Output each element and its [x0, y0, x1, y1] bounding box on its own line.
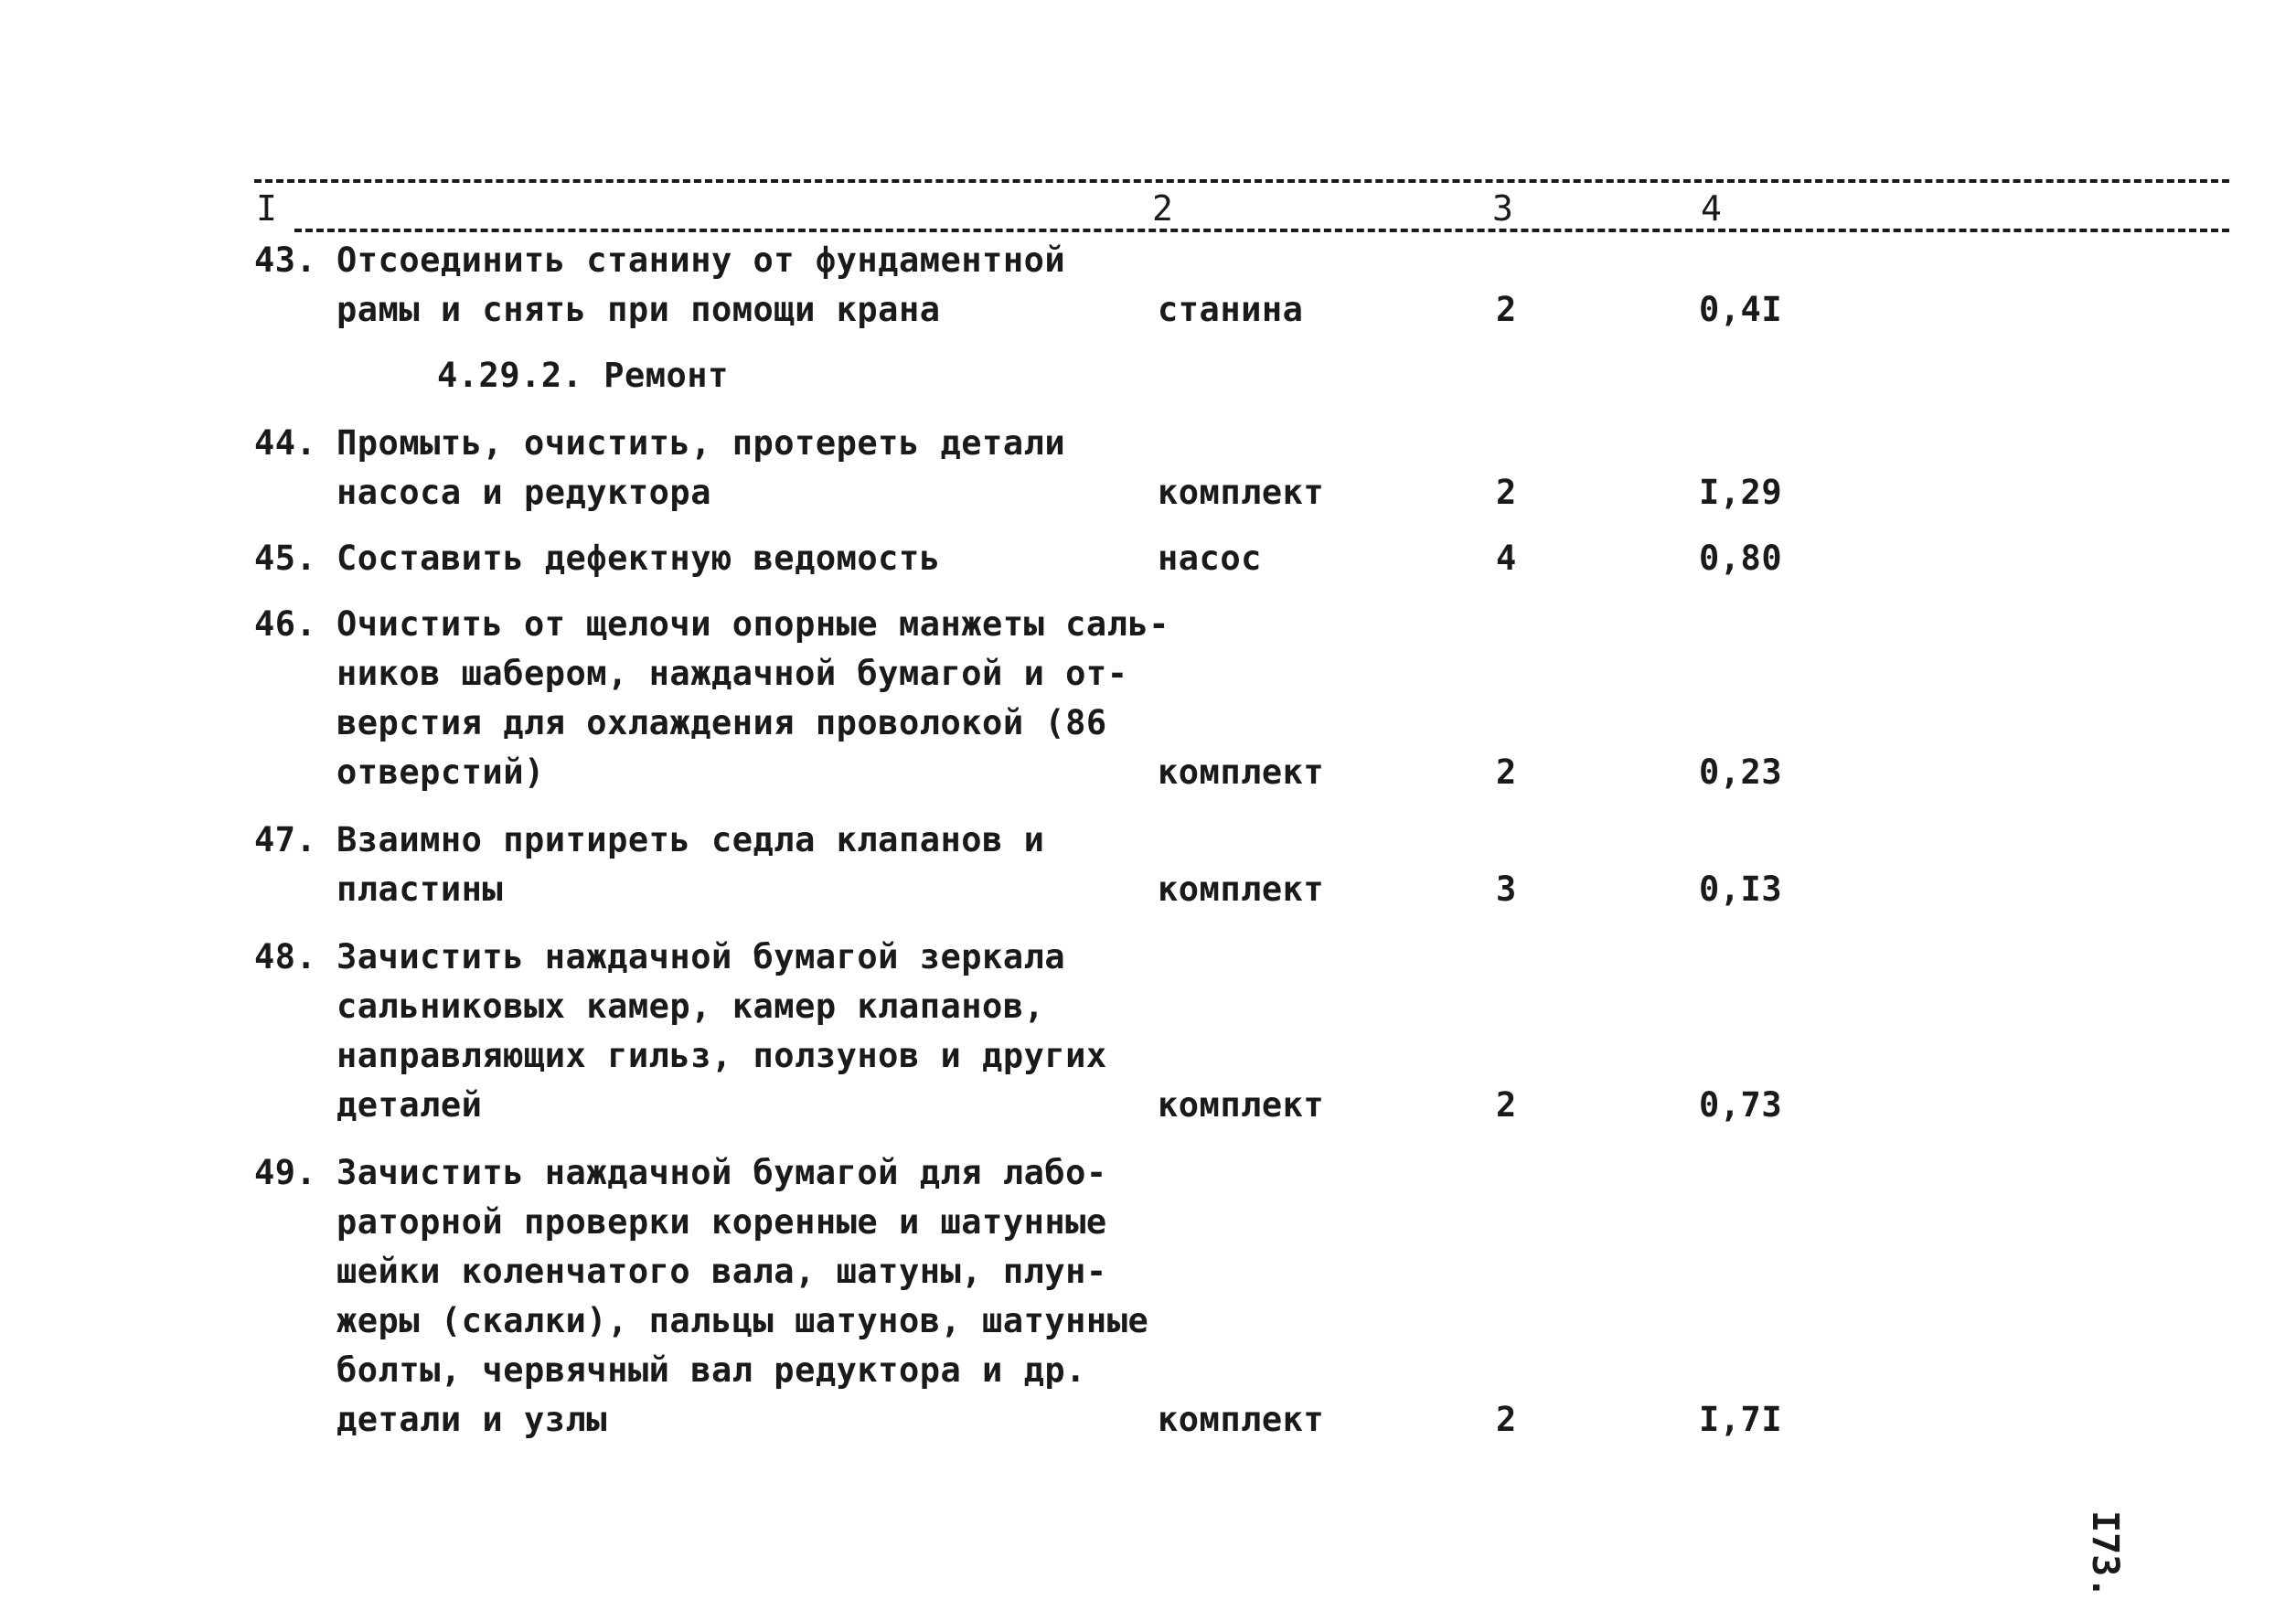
item-text-line: жеры (скалки), пальцы шатунов, шатунные	[336, 1301, 1149, 1340]
item-unit: комплект	[1158, 870, 1325, 909]
item-value: 0,23	[1699, 752, 1783, 792]
item-text-line: Составить дефектную ведомость	[336, 539, 941, 578]
item-text-line: направляющих гильз, ползунов и других	[336, 1036, 1107, 1075]
item-text-line: Взаимно притиреть седла клапанов и	[336, 820, 1045, 859]
item-unit: комплект	[1158, 1400, 1325, 1439]
item-number: 46.	[254, 604, 317, 644]
item-quantity: 2	[1496, 752, 1517, 792]
item-quantity: 2	[1496, 1085, 1517, 1125]
item-text-line: деталей	[336, 1085, 483, 1125]
item-unit: комплект	[1158, 473, 1325, 512]
section-subheading: 4.29.2. Ремонт	[437, 356, 729, 395]
item-value: I,7I	[1699, 1400, 1783, 1439]
item-quantity: 2	[1496, 1400, 1517, 1439]
item-text-line: ников шабером, наждачной бумагой и от-	[336, 654, 1128, 693]
item-number: 43.	[254, 240, 317, 280]
item-text-line: верстия для охлаждения проволокой (86	[336, 703, 1107, 742]
item-text-line: пластины	[336, 870, 504, 909]
item-value: I,29	[1699, 473, 1783, 512]
item-text-line: шейки коленчатого вала, шатуны, плун-	[336, 1252, 1107, 1291]
item-number: 48.	[254, 937, 317, 976]
item-number: 47.	[254, 820, 317, 859]
item-text-line: Очистить от щелочи опорные манжеты саль-	[336, 604, 1170, 644]
item-text-line: детали и узлы	[336, 1400, 608, 1439]
item-quantity: 3	[1496, 870, 1517, 909]
item-text-line: раторной проверки коренные и шатунные	[336, 1202, 1107, 1242]
item-value: 0,73	[1699, 1085, 1783, 1125]
header-top-rule	[254, 179, 2229, 183]
item-text-line: Промыть, очистить, протереть детали	[336, 423, 1066, 463]
item-number: 45.	[254, 539, 317, 578]
item-text-line: отверстий)	[336, 752, 545, 792]
item-number: 49.	[254, 1153, 317, 1192]
item-unit: станина	[1158, 290, 1304, 329]
item-quantity: 4	[1496, 539, 1517, 578]
page-number: I73.	[2084, 1510, 2126, 1599]
header-bottom-rule	[294, 229, 2229, 232]
item-value: 0,80	[1699, 539, 1783, 578]
column-header-4: 4	[1701, 188, 1722, 229]
column-header-3: 3	[1492, 188, 1513, 229]
item-number: 44.	[254, 423, 317, 463]
item-text-line: Отсоединить станину от фундаментной	[336, 240, 1066, 280]
item-text-line: сальниковых камер, камер клапанов,	[336, 987, 1045, 1026]
item-text-line: болты, червячный вал редуктора и др.	[336, 1350, 1086, 1390]
item-unit: насос	[1158, 539, 1262, 578]
item-quantity: 2	[1496, 473, 1517, 512]
item-quantity: 2	[1496, 290, 1517, 329]
item-text-line: Зачистить наждачной бумагой для лабо-	[336, 1153, 1107, 1192]
item-text-line: Зачистить наждачной бумагой зеркала	[336, 937, 1066, 976]
item-unit: комплект	[1158, 752, 1325, 792]
item-text-line: насоса и редуктора	[336, 473, 711, 512]
item-unit: комплект	[1158, 1085, 1325, 1125]
item-value: 0,I3	[1699, 870, 1783, 909]
column-header-1: I	[256, 188, 277, 229]
item-text-line: рамы и снять при помощи крана	[336, 290, 941, 329]
item-value: 0,4I	[1699, 290, 1783, 329]
column-header-2: 2	[1152, 188, 1173, 229]
